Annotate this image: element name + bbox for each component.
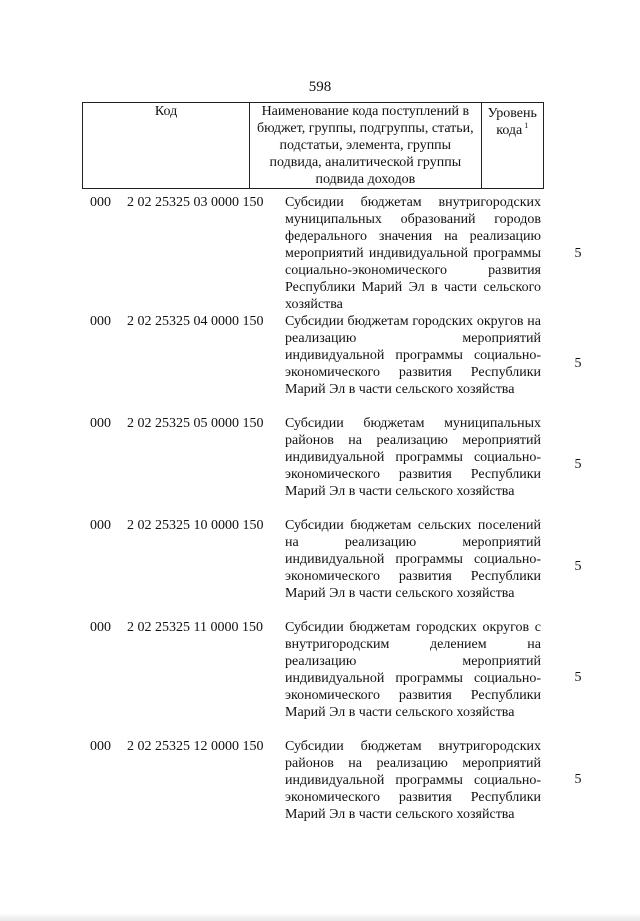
header-code-cell	[83, 103, 250, 189]
row-admin-code: 000	[90, 314, 111, 329]
page-number: 598	[308, 79, 332, 95]
row-level: 5	[574, 559, 582, 574]
row-income-name: Субсидии бюджетам городских округов с внутригородским делением на реализацию мероприятий индивидуальной программы социально-экономического развития Республики Марий Эл в части сельского хозяйства	[285, 620, 541, 720]
page-bottom-edge	[0, 913, 640, 921]
row-income-code: 2 02 25325 10 0000 150	[127, 518, 264, 533]
row-level: 5	[574, 772, 582, 787]
row-admin-code: 000	[90, 416, 111, 431]
row-level: 5	[574, 457, 582, 472]
row-admin-code: 000	[90, 739, 111, 754]
table-header	[82, 102, 544, 189]
row-income-code: 2 02 25325 11 0000 150	[127, 620, 263, 635]
row-admin-code: 000	[90, 195, 111, 210]
header-name-cell	[250, 103, 481, 189]
row-level: 5	[574, 356, 582, 371]
row-admin-code: 000	[90, 620, 111, 635]
header-level-label: Уровень кода	[487, 106, 537, 138]
row-income-name: Субсидии бюджетам муниципальных районов на реализацию мероприятий индивидуальной программы социально-экономического развития Республики Марий Эл в части сельского хозяйства	[285, 416, 541, 499]
row-income-name: Субсидии бюджетам внутригородских муниципальных образований городов федерального значения на реализацию мероприятий индивидуальной программы социально-экономического развития Республики Марий Эл в части сельского хозяйства	[285, 195, 541, 312]
header-code-label: Код	[154, 104, 178, 119]
row-income-code: 2 02 25325 04 0000 150	[127, 314, 264, 329]
header-level-cell	[481, 103, 543, 189]
row-admin-code: 000	[90, 518, 111, 533]
row-income-code: 2 02 25325 12 0000 150	[127, 739, 264, 754]
row-income-name: Субсидии бюджетам сельских поселений на реализацию мероприятий индивидуальной программы социально-экономического развития Республики Марий Эл в части сельского хозяйства	[285, 518, 541, 601]
header-level-footnote: 1	[524, 121, 529, 130]
row-income-name: Субсидии бюджетам внутригородских районов на реализацию мероприятий индивидуальной программы социально-экономического развития Республики Марий Эл в части сельского хозяйства	[285, 739, 541, 822]
row-income-name: Субсидии бюджетам городских округов на реализацию мероприятий индивидуальной программы социально-экономического развития Республики Марий Эл в части сельского хозяйства	[285, 314, 541, 397]
header-name-label: Наименование кода поступлений в бюджет, группы, подгруппы, статьи, подстатьи, элемента, группы подвида, аналитической группы подвида доходов	[256, 104, 474, 187]
row-level: 5	[574, 246, 582, 261]
row-income-code: 2 02 25325 05 0000 150	[127, 416, 264, 431]
row-income-code: 2 02 25325 03 0000 150	[127, 195, 264, 210]
row-level: 5	[574, 670, 582, 685]
